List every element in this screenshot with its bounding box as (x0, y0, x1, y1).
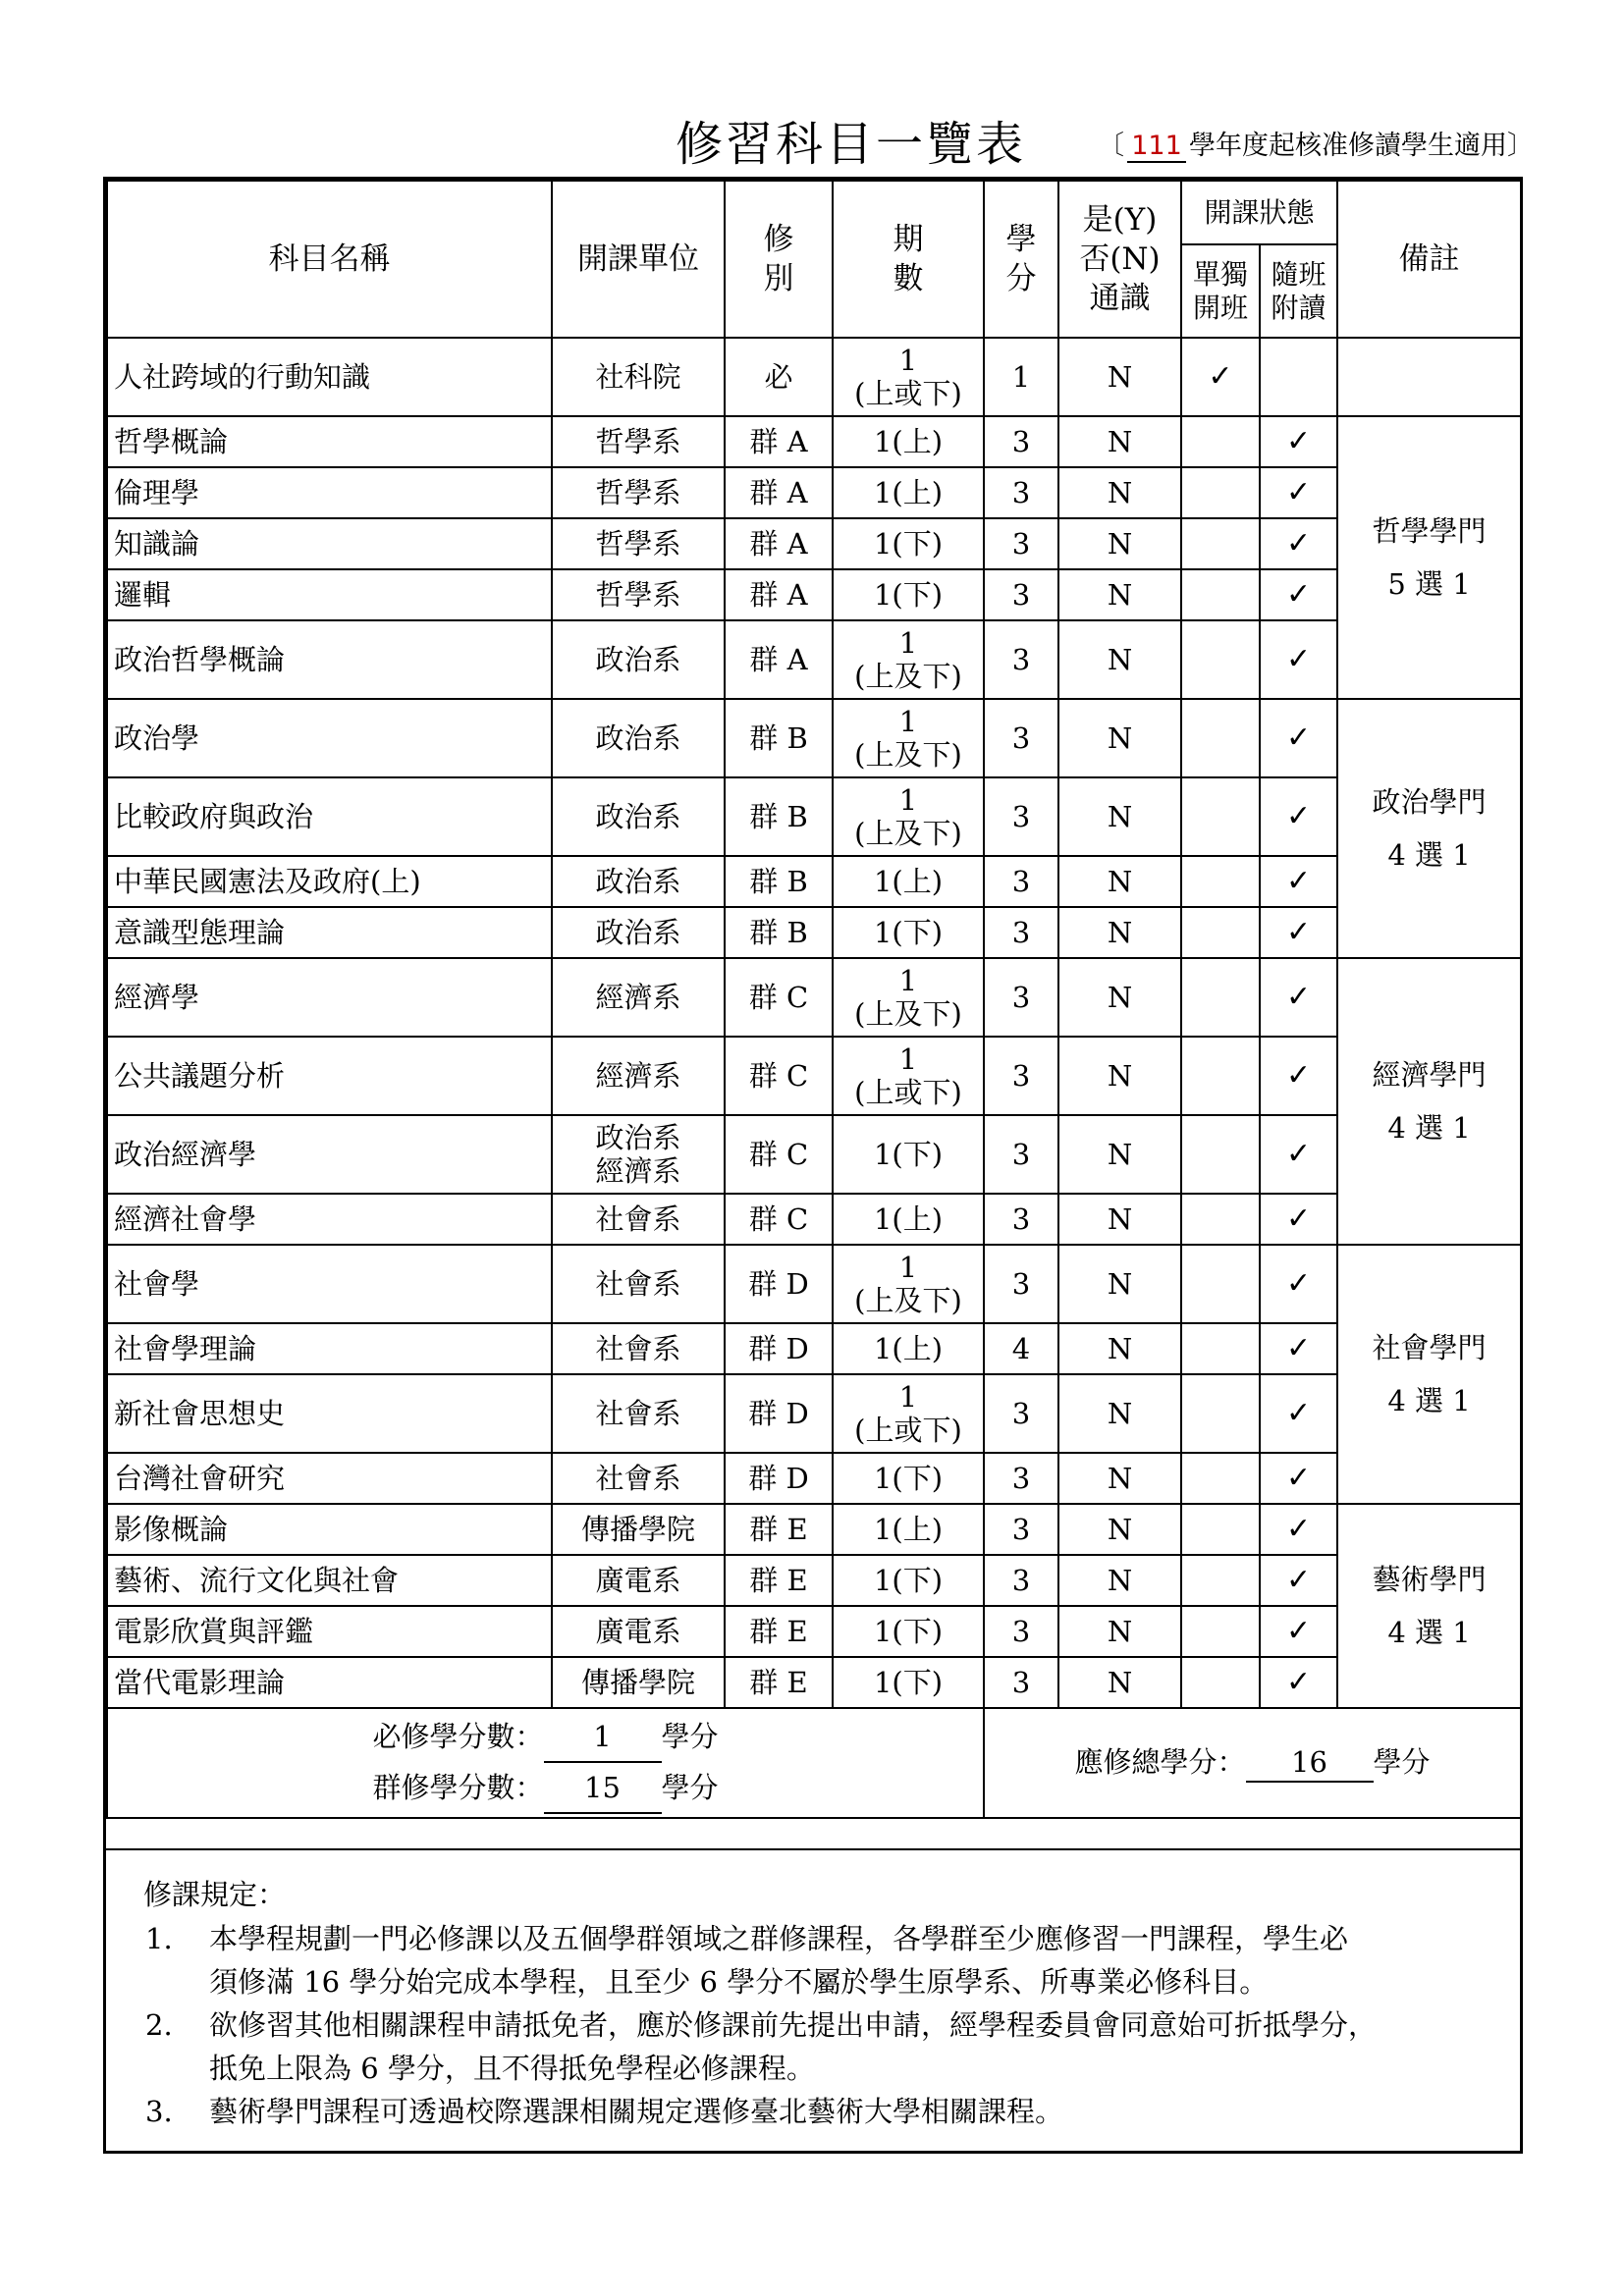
course-unit-cell-line: 政治系 (595, 1121, 681, 1154)
course-credit-cell: 3 (984, 1115, 1058, 1194)
single-class-cell (1181, 1657, 1260, 1708)
course-credit-cell: 3 (984, 569, 1058, 620)
attached-class-cell: ✓ (1260, 1245, 1337, 1323)
header-unit: 開課單位 (552, 181, 725, 338)
credit-summary-total (984, 1708, 1521, 1818)
course-ge-cell: N (1058, 958, 1181, 1037)
credit-unit: 學分 (661, 1720, 719, 1753)
bracket-close: 〕 (1507, 131, 1534, 161)
attached-class-cell: ✓ (1260, 1555, 1337, 1606)
course-unit-cell: 哲學系 (552, 416, 725, 467)
course-row (107, 338, 1521, 416)
course-credit-cell: 3 (984, 1194, 1058, 1245)
course-list-form (103, 177, 1523, 2154)
course-type-cell: 群 A (725, 518, 833, 569)
course-row (107, 1504, 1521, 1555)
group-credits-label: 群修學分數： (372, 1771, 544, 1804)
total-credits-label: 應修總學分： (1074, 1745, 1246, 1779)
course-term-cell-line: (上或下) (854, 1414, 962, 1447)
course-ge-cell: N (1058, 1657, 1181, 1708)
group-note-cell (1337, 338, 1521, 416)
course-row (107, 620, 1521, 699)
group-credits-value: 15 (544, 1763, 662, 1814)
credit-unit: 學分 (1373, 1745, 1431, 1779)
course-name-cell: 電影欣賞與評鑑 (107, 1606, 552, 1657)
course-credit-cell: 3 (984, 1037, 1058, 1115)
course-term-cell-line: (上及下) (854, 660, 962, 693)
course-term-cell: 1(下) (833, 1606, 984, 1657)
group-title: 政治學門 (1372, 785, 1487, 819)
course-ge-cell: N (1058, 416, 1181, 467)
course-unit-cell (552, 1115, 725, 1194)
attached-class-cell: ✓ (1260, 569, 1337, 620)
course-term-cell-line: 1 (898, 626, 918, 660)
course-name-cell: 新社會思想史 (107, 1374, 552, 1453)
course-ge-cell: N (1058, 1037, 1181, 1115)
course-ge-cell: N (1058, 1194, 1181, 1245)
course-row (107, 777, 1521, 856)
course-ge-cell: N (1058, 1504, 1181, 1555)
course-term-cell: 1(上) (833, 467, 984, 518)
attached-class-cell: ✓ (1260, 1453, 1337, 1504)
single-class-cell (1181, 699, 1260, 777)
course-type-cell: 群 B (725, 777, 833, 856)
applicability-text: 學年度起核准修讀學生適用 (1189, 131, 1507, 161)
course-type-cell: 群 A (725, 416, 833, 467)
header-credit (984, 181, 1058, 338)
course-credit-cell: 3 (984, 518, 1058, 569)
single-class-cell (1181, 1374, 1260, 1453)
course-type-cell: 群 C (725, 1115, 833, 1194)
attached-class-cell: ✓ (1260, 620, 1337, 699)
single-class-cell (1181, 1194, 1260, 1245)
course-credit-cell: 3 (984, 1657, 1058, 1708)
course-term-cell-line: (上或下) (854, 1076, 962, 1109)
course-type-cell: 群 C (725, 1037, 833, 1115)
header-attached-line: 隨班 (1271, 257, 1326, 291)
header-credit-line: 學 (1005, 222, 1037, 257)
header-ge-line: 通識 (1089, 281, 1151, 316)
course-unit-cell: 廣電系 (552, 1606, 725, 1657)
single-class-cell (1181, 856, 1260, 907)
course-term-cell (833, 338, 984, 416)
course-rules (106, 1848, 1520, 2151)
course-row (107, 958, 1521, 1037)
course-term-cell-line: 1 (898, 1251, 918, 1284)
course-credit-cell: 3 (984, 907, 1058, 958)
single-class-cell (1181, 416, 1260, 467)
course-unit-cell: 社會系 (552, 1374, 725, 1453)
credit-summary-left (107, 1708, 984, 1818)
single-class-cell (1181, 777, 1260, 856)
total-credits-value: 16 (1246, 1743, 1374, 1783)
group-rule: 5 選 1 (1387, 567, 1471, 601)
header-term-line: 期 (893, 222, 924, 257)
course-type-cell: 群 A (725, 467, 833, 518)
header-attached-line: 附讀 (1271, 291, 1326, 324)
group-note-cell (1337, 416, 1521, 699)
course-name-cell: 哲學概論 (107, 416, 552, 467)
course-ge-cell: N (1058, 1606, 1181, 1657)
course-ge-cell: N (1058, 1374, 1181, 1453)
single-class-cell (1181, 1037, 1260, 1115)
header-type-line: 別 (763, 261, 794, 296)
course-term-cell: 1(下) (833, 1453, 984, 1504)
course-name-cell: 中華民國憲法及政府(上) (107, 856, 552, 907)
group-title: 哲學學門 (1372, 514, 1487, 548)
course-row (107, 1657, 1521, 1708)
course-term-cell: 1(下) (833, 569, 984, 620)
course-credit-cell: 3 (984, 1453, 1058, 1504)
course-name-cell: 人社跨域的行動知識 (107, 338, 552, 416)
course-type-cell: 群 E (725, 1555, 833, 1606)
group-rule: 4 選 1 (1387, 1111, 1471, 1145)
single-class-cell (1181, 1453, 1260, 1504)
course-type-cell: 群 D (725, 1453, 833, 1504)
rule-line: 藝術學門課程可透過校際選課相關規定選修臺北藝術大學相關課程。 (209, 2095, 1064, 2128)
group-title: 藝術學門 (1372, 1563, 1487, 1596)
course-credit-cell: 3 (984, 1606, 1058, 1657)
applicability-note (1098, 124, 1534, 163)
course-term-cell: 1(上) (833, 416, 984, 467)
single-class-cell (1181, 1115, 1260, 1194)
rule-line: 本學程規劃一門必修課以及五個學群領域之群修課程，各學群至少應修習一門課程，學生必 (209, 1922, 1349, 1955)
course-row (107, 1555, 1521, 1606)
course-name-cell: 政治哲學概論 (107, 620, 552, 699)
header-type (725, 181, 833, 338)
course-rows (107, 338, 1521, 1708)
course-ge-cell: N (1058, 777, 1181, 856)
academic-year: 111 (1127, 131, 1186, 163)
course-type-cell: 群 D (725, 1245, 833, 1323)
course-credit-cell: 3 (984, 416, 1058, 467)
single-class-cell (1181, 1323, 1260, 1374)
course-credit-cell: 3 (984, 620, 1058, 699)
course-row (107, 1115, 1521, 1194)
course-term-cell (833, 699, 984, 777)
course-term-cell: 1(下) (833, 1115, 984, 1194)
group-credits-line (108, 1763, 983, 1814)
course-credit-cell: 3 (984, 958, 1058, 1037)
attached-class-cell: ✓ (1260, 1504, 1337, 1555)
course-term-cell: 1(上) (833, 856, 984, 907)
attached-class-cell: ✓ (1260, 907, 1337, 958)
course-term-cell-line: (上或下) (854, 377, 962, 410)
course-credit-cell: 3 (984, 1374, 1058, 1453)
single-class-cell (1181, 467, 1260, 518)
page-title: 修習科目一覽表 (676, 117, 1027, 172)
header-single-line: 單獨 (1192, 257, 1248, 291)
header-attached-class (1260, 244, 1337, 338)
header-course-name: 科目名稱 (107, 181, 552, 338)
course-name-cell: 比較政府與政治 (107, 777, 552, 856)
course-term-cell: 1(下) (833, 1657, 984, 1708)
course-unit-cell: 廣電系 (552, 1555, 725, 1606)
header-general-education (1058, 181, 1181, 338)
attached-class-cell: ✓ (1260, 856, 1337, 907)
course-ge-cell: N (1058, 1555, 1181, 1606)
group-title: 經濟學門 (1372, 1058, 1487, 1092)
course-name-cell: 社會學理論 (107, 1323, 552, 1374)
rule-line: 須修滿 16 學分始完成本學程，且至少 6 學分不屬於學生原學系、所專業必修科目。 (209, 1965, 1269, 1999)
course-unit-cell: 社會系 (552, 1194, 725, 1245)
course-table (106, 180, 1522, 1819)
course-row (107, 1374, 1521, 1453)
group-rule: 4 選 1 (1387, 1616, 1471, 1649)
attached-class-cell: ✓ (1260, 1606, 1337, 1657)
group-title: 社會學門 (1372, 1331, 1487, 1364)
attached-class-cell: ✓ (1260, 777, 1337, 856)
course-credit-cell: 3 (984, 777, 1058, 856)
single-class-cell (1181, 1504, 1260, 1555)
course-row (107, 699, 1521, 777)
header-note: 備註 (1337, 181, 1521, 338)
course-row (107, 856, 1521, 907)
course-term-cell (833, 777, 984, 856)
attached-class-cell: ✓ (1260, 1037, 1337, 1115)
course-term-cell-line: 1 (898, 344, 918, 377)
course-term-cell-line: 1 (898, 964, 918, 997)
course-unit-cell-line: 經濟系 (595, 1154, 681, 1188)
course-name-cell: 知識論 (107, 518, 552, 569)
course-type-cell: 群 E (725, 1606, 833, 1657)
course-credit-cell: 1 (984, 338, 1058, 416)
header-term-line: 數 (893, 261, 924, 296)
course-term-cell-line: (上及下) (854, 1284, 962, 1317)
course-name-cell: 當代電影理論 (107, 1657, 552, 1708)
course-term-cell-line: (上及下) (854, 817, 962, 850)
credit-unit: 學分 (661, 1771, 719, 1804)
course-term-cell-line: 1 (898, 783, 918, 817)
course-term-cell: 1(上) (833, 1323, 984, 1374)
course-type-cell: 群 C (725, 958, 833, 1037)
course-ge-cell: N (1058, 1245, 1181, 1323)
course-unit-cell: 社會系 (552, 1453, 725, 1504)
bracket-open: 〔 (1098, 131, 1124, 161)
course-row (107, 1323, 1521, 1374)
header-term (833, 181, 984, 338)
course-name-cell: 意識型態理論 (107, 907, 552, 958)
single-class-cell (1181, 620, 1260, 699)
course-ge-cell: N (1058, 518, 1181, 569)
course-name-cell: 公共議題分析 (107, 1037, 552, 1115)
course-row (107, 907, 1521, 958)
attached-class-cell: ✓ (1260, 416, 1337, 467)
header-credit-line: 分 (1005, 261, 1037, 296)
course-ge-cell: N (1058, 467, 1181, 518)
course-term-cell: 1(下) (833, 518, 984, 569)
course-type-cell: 群 E (725, 1657, 833, 1708)
course-row (107, 1194, 1521, 1245)
single-class-cell (1181, 569, 1260, 620)
rule-line: 欲修習其他相關課程申請抵免者，應於修課前先提出申請，經學程委員會同意始可折抵學分， (209, 2008, 1378, 2042)
course-ge-cell: N (1058, 699, 1181, 777)
group-rule: 4 選 1 (1387, 1384, 1471, 1417)
course-name-cell: 政治經濟學 (107, 1115, 552, 1194)
course-unit-cell: 政治系 (552, 907, 725, 958)
course-type-cell: 群 B (725, 856, 833, 907)
rule-item (106, 2090, 1520, 2133)
course-unit-cell: 哲學系 (552, 518, 725, 569)
course-term-cell (833, 1037, 984, 1115)
course-unit-cell: 傳播學院 (552, 1657, 725, 1708)
course-ge-cell: N (1058, 1115, 1181, 1194)
single-class-cell: ✓ (1181, 338, 1260, 416)
course-name-cell: 邏輯 (107, 569, 552, 620)
course-name-cell: 影像概論 (107, 1504, 552, 1555)
course-term-cell-line: 1 (898, 1042, 918, 1076)
rule-number: 3. (145, 2095, 173, 2128)
course-term-cell-line: 1 (898, 1380, 918, 1414)
attached-class-cell: ✓ (1260, 1657, 1337, 1708)
single-class-cell (1181, 907, 1260, 958)
course-unit-cell: 社會系 (552, 1323, 725, 1374)
course-ge-cell: N (1058, 569, 1181, 620)
course-type-cell: 必 (725, 338, 833, 416)
course-term-cell (833, 1374, 984, 1453)
required-credits-value: 1 (544, 1712, 662, 1763)
course-type-cell: 群 B (725, 699, 833, 777)
course-row (107, 1453, 1521, 1504)
course-type-cell: 群 B (725, 907, 833, 958)
course-term-cell: 1(上) (833, 1504, 984, 1555)
single-class-cell (1181, 1555, 1260, 1606)
course-name-cell: 社會學 (107, 1245, 552, 1323)
course-row (107, 1245, 1521, 1323)
course-type-cell: 群 C (725, 1194, 833, 1245)
rules-heading: 修課規定： (143, 1878, 287, 1911)
course-row (107, 569, 1521, 620)
group-rule: 4 選 1 (1387, 838, 1471, 872)
attached-class-cell: ✓ (1260, 1194, 1337, 1245)
course-term-cell (833, 620, 984, 699)
course-term-cell-line: (上及下) (854, 997, 962, 1031)
course-row (107, 1606, 1521, 1657)
course-term-cell-line: (上及下) (854, 738, 962, 772)
course-unit-cell: 政治系 (552, 777, 725, 856)
single-class-cell (1181, 1606, 1260, 1657)
course-unit-cell: 社會系 (552, 1245, 725, 1323)
course-credit-cell: 3 (984, 467, 1058, 518)
attached-class-cell (1260, 338, 1337, 416)
course-unit-cell: 傳播學院 (552, 1504, 725, 1555)
course-credit-cell: 3 (984, 699, 1058, 777)
attached-class-cell: ✓ (1260, 518, 1337, 569)
course-credit-cell: 4 (984, 1323, 1058, 1374)
attached-class-cell: ✓ (1260, 1323, 1337, 1374)
header-course-status: 開課狀態 (1181, 181, 1337, 244)
course-type-cell: 群 A (725, 620, 833, 699)
course-credit-cell: 3 (984, 856, 1058, 907)
course-unit-cell: 哲學系 (552, 569, 725, 620)
single-class-cell (1181, 1245, 1260, 1323)
header-ge-line: 是(Y) (1082, 202, 1158, 238)
course-unit-cell: 社科院 (552, 338, 725, 416)
rule-number: 2. (145, 2008, 173, 2042)
course-type-cell: 群 D (725, 1323, 833, 1374)
course-unit-cell: 政治系 (552, 699, 725, 777)
course-name-cell: 台灣社會研究 (107, 1453, 552, 1504)
course-row (107, 416, 1521, 467)
course-term-cell (833, 1245, 984, 1323)
single-class-cell (1181, 958, 1260, 1037)
course-type-cell: 群 A (725, 569, 833, 620)
course-type-cell: 群 D (725, 1374, 833, 1453)
course-ge-cell: N (1058, 856, 1181, 907)
course-term-cell: 1(下) (833, 907, 984, 958)
rule-line: 抵免上限為 6 學分，且不得抵免學程必修課程。 (209, 2052, 815, 2085)
rule-number: 1. (145, 1922, 173, 1955)
attached-class-cell: ✓ (1260, 958, 1337, 1037)
course-unit-cell: 哲學系 (552, 467, 725, 518)
group-note-cell (1337, 1504, 1521, 1708)
course-credit-cell: 3 (984, 1555, 1058, 1606)
course-term-cell: 1(上) (833, 1194, 984, 1245)
header-single-line: 開班 (1192, 291, 1248, 324)
course-row (107, 518, 1521, 569)
group-note-cell (1337, 1245, 1521, 1504)
attached-class-cell: ✓ (1260, 1374, 1337, 1453)
single-class-cell (1181, 518, 1260, 569)
course-unit-cell: 經濟系 (552, 1037, 725, 1115)
attached-class-cell: ✓ (1260, 1115, 1337, 1194)
group-note-cell (1337, 958, 1521, 1245)
rule-item (106, 1917, 1520, 2003)
attached-class-cell: ✓ (1260, 467, 1337, 518)
header-single-class (1181, 244, 1260, 338)
course-ge-cell: N (1058, 620, 1181, 699)
course-name-cell: 倫理學 (107, 467, 552, 518)
course-ge-cell: N (1058, 907, 1181, 958)
course-name-cell: 藝術、流行文化與社會 (107, 1555, 552, 1606)
course-term-cell: 1(下) (833, 1555, 984, 1606)
course-ge-cell: N (1058, 1453, 1181, 1504)
course-credit-cell: 3 (984, 1504, 1058, 1555)
course-row (107, 1037, 1521, 1115)
course-credit-cell: 3 (984, 1245, 1058, 1323)
course-ge-cell: N (1058, 1323, 1181, 1374)
course-unit-cell: 政治系 (552, 856, 725, 907)
required-credits-line (108, 1712, 983, 1763)
rule-item (106, 2003, 1520, 2090)
group-note-cell (1337, 699, 1521, 958)
required-credits-label: 必修學分數： (372, 1720, 544, 1753)
course-row (107, 467, 1521, 518)
course-term-cell (833, 958, 984, 1037)
course-unit-cell: 政治系 (552, 620, 725, 699)
course-unit-cell: 經濟系 (552, 958, 725, 1037)
course-term-cell-line: 1 (898, 705, 918, 738)
header-ge-line: 否(N) (1079, 241, 1161, 277)
header-type-line: 修 (763, 222, 794, 257)
course-ge-cell: N (1058, 338, 1181, 416)
course-name-cell: 政治學 (107, 699, 552, 777)
course-name-cell: 經濟社會學 (107, 1194, 552, 1245)
course-type-cell: 群 E (725, 1504, 833, 1555)
course-name-cell: 經濟學 (107, 958, 552, 1037)
attached-class-cell: ✓ (1260, 699, 1337, 777)
